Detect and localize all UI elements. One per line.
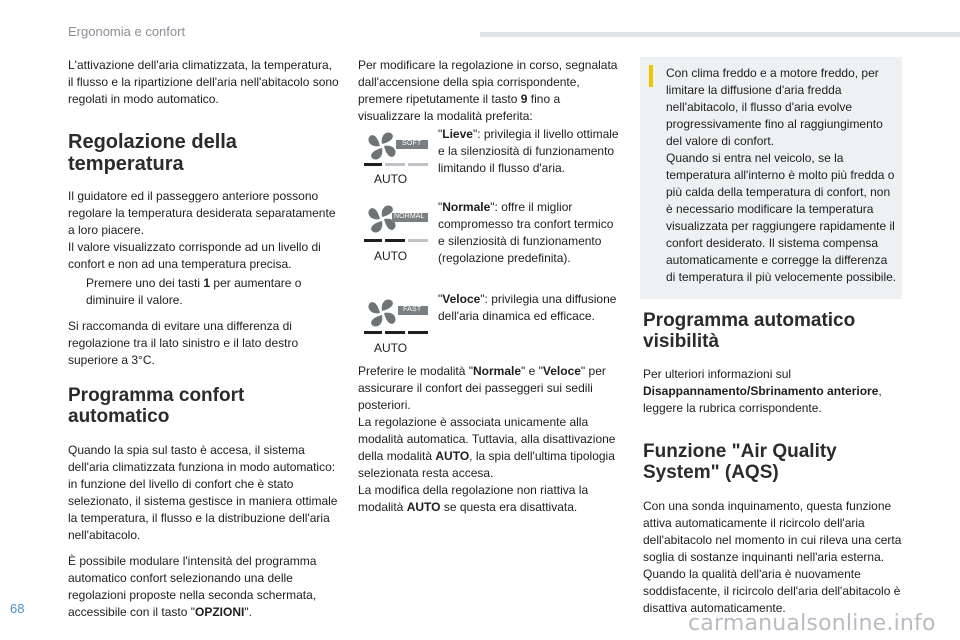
program-paragraph-1: Quando la spia sul tasto è accesa, il sistema dell'aria climatizzata funziona in modo automatico: in funzione del livello di confort che è stato selezionato, il sistema gestisce in maniera ottimale la temperatura, il flusso e la distribuzione dell'aria nell'abitacolo. [68,443,338,542]
bullet-text: Premere uno dei tasti 1 per aumentare o diminuire il valore. [86,276,302,307]
aqs-paragraph-2: Quando la qualità dell'aria è nuovamente soddisfacente, il ricircolo dell'aria dell'abitacolo è disattiva automaticamente. [643,567,901,615]
tip-box [640,57,902,299]
watermark: carmanualsonline.info [688,611,936,636]
tip-paragraph-2: Quando si entra nel veicolo, se la temperatura all'interno è molto più fredda o più calda della temperatura di confort, non è necessario modificare la temperatura visualizzata per raggiungere rapidamente il confort desiderato. Il sistema compensa automaticamente e corregge la differenza di temperatura il più velocemente possibile. [666,151,897,284]
mode-fast [358,291,620,357]
intro-paragraph: L'attivazione dell'aria climatizzata, la temperatura, il flusso e la ripartizione dell'aria nell'abitacolo sono regolati in modo automatico. [68,58,339,106]
temperature-heading: Regolazione della temperatura [68,131,237,175]
program-heading: Programma confort automatico [68,385,245,427]
header-bar [480,32,960,37]
visibility-heading: Programma automatico visibilità [643,310,856,352]
tip-paragraph-1: Con clima freddo e a motore freddo, per limitare la diffusione d'aria fredda nell'abitacolo, il flusso d'aria evolve progressivamente fino al raggiungimento del valore di confort. [666,66,883,148]
auto-label: AUTO [374,249,408,263]
info-marker-icon [649,65,653,87]
mode-intro-paragraph: Per modificare la regolazione in corso, segnalata dall'accensione della spia corrispondente, premere ripetutamente il tasto 9 fino a visualizzare la modalità preferita: [358,58,618,123]
prefer-paragraph: Preferire le modalità "Normale" e "Veloce" per assicurare il confort dei passeggeri sui sedili posteriori. [358,364,606,412]
auto-paragraph-2: La modifica della regolazione non riattiva la modalità AUTO se questa era disattivata. [358,483,589,514]
bullet-icon [68,275,86,309]
column-2-intro [358,57,620,125]
temperature-paragraph-2: Il valore visualizzato corrisponde ad un livello di confort e non ad una temperatura precisa. [68,240,321,271]
auto-label: AUTO [374,172,408,186]
mode-description: "Lieve": privilegia il livello ottimale e la silenziosità di funzionamento limitando il flusso d'aria. [438,127,619,175]
page-number: 68 [10,601,25,616]
mode-badge-label: FAST [403,306,422,313]
mode-normal [358,199,620,265]
tip-text [666,65,898,286]
column-1 [68,57,340,621]
auto-label: AUTO [374,341,408,355]
aqs-paragraph-1: Con una sonda inquinamento, questa funzione attiva automaticamente il ricircolo dell'aria dell'abitacolo nel momento in cui rileva una certa soglia di sostanze inquinanti nell'aria esterna. [643,499,902,564]
mode-description: "Veloce": privilegia una diffusione dell'aria dinamica ed efficace. [438,292,617,323]
visibility-paragraph: Per ulteriori informazioni sul Disappannamento/Sbrinamento anteriore, leggere la rubrica corrispondente. [643,367,882,415]
aqs-heading: Funzione "Air Quality System" (AQS) [643,441,837,483]
auto-paragraph-1: La regolazione è associata unicamente alla modalità automatica. Tuttavia, alla disattivazione della modalità AUTO, la spia dell'ultima tipologia selezionata resta accesa. [358,415,616,480]
mode-description: "Normale": offre il miglior compromesso tra confort termico e silenziosità di funzionamento (regolazione predefinita). [438,200,614,265]
mode-soft [358,126,620,190]
mode-badge-label: NORMAL [394,213,425,220]
column-3 [643,310,905,617]
temperature-paragraph-3: Si raccomanda di evitare una differenza di regolazione tra il lato sinistro e il lato destro superiore a 3°C. [68,319,299,367]
temperature-paragraph-1: Il guidatore ed il passeggero anteriore possono regolare la temperatura desiderata separatamente a loro piacere. [68,189,336,237]
mode-badge-label: SOFT [402,140,422,147]
program-paragraph-2: È possibile modulare l'intensità del programma automatico confort selezionando una delle regolazioni proposte nella seconda schermata, accessibile con il tasto "OPZIONI". [68,554,317,619]
bullet-item [68,275,340,309]
column-2-bottom [358,363,620,516]
section-title: Ergonomia e confort [68,24,186,39]
